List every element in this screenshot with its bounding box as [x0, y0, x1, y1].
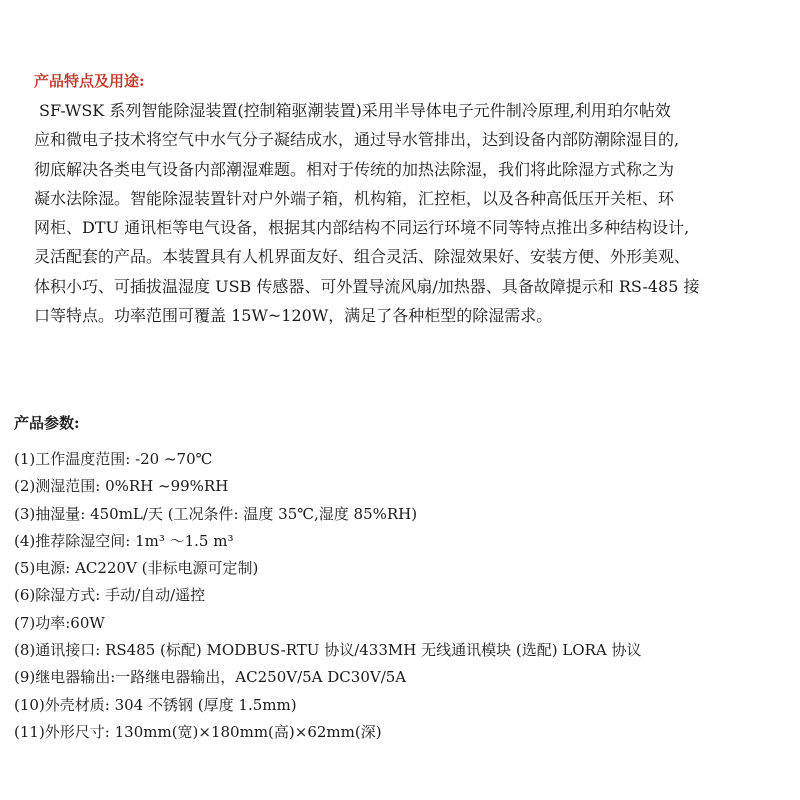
param-item: (4)推荐除湿空间: 1m³ ～1.5 m³ — [14, 531, 234, 550]
intro-line: 体积小巧、可插拔温湿度 USB 传感器、可外置导流风扇/加热器、具备故障提示和 RS-485 接 — [34, 276, 700, 296]
param-item: (8)通讯接口: RS485 (标配) MODBUS-RTU 协议/433MH 无线通讯模块 (选配) LORA 协议 — [14, 641, 642, 660]
intro-line: 灵活配套的产品。本装置具有人机界面友好、组合灵活、除湿效果好、安装方便、外形美观、 — [34, 247, 691, 267]
intro-line: 彻底解决各类电气设备内部潮湿难题。相对于传统的加热法除湿，我们将此除湿方式称之为 — [34, 159, 675, 179]
param-list — [14, 446, 641, 746]
param-item: (7)功率:60W — [14, 613, 105, 632]
param-item: (9)继电器输出:一路继电器输出，AC250V/5A DC30V/5A — [14, 668, 407, 687]
param-item: (11)外形尺寸: 130mm(宽)×180mm(高)×62mm(深) — [14, 722, 382, 741]
params-title: 产品参数: — [14, 414, 80, 432]
intro-line: 应和微电子技术将空气中水气分子凝结成水，通过导水管排出，达到设备内部防潮除湿目的, — [34, 130, 680, 150]
intro-line: 网柜、DTU 通讯柜等电气设备，根据其内部结构不同运行环境不同等特点推出多种结构设计, — [34, 218, 690, 238]
param-item: (10)外壳材质: 304 不锈钢 (厚度 1.5mm) — [14, 695, 297, 714]
intro-line: 凝水法除湿。智能除湿装置针对户外端子箱，机构箱，汇控柜，以及各种高低压开关柜、环 — [34, 188, 675, 208]
features-title: 产品特点及用途: — [34, 72, 145, 90]
intro-paragraph — [34, 96, 774, 330]
param-item: (1)工作温度范围: -20 ~70℃ — [14, 450, 213, 468]
param-item: (5)电源: AC220V (非标电源可定制) — [14, 559, 259, 578]
intro-line: 口等特点。功率范围可覆盖 15W~120W，满足了各种柜型的除湿需求。 — [34, 306, 553, 326]
param-item: (6)除湿方式: 手动/自动/遥控 — [14, 586, 206, 605]
param-item: (2)测湿范围: 0%RH ~99%RH — [14, 477, 229, 496]
intro-line: SF-WSK 系列智能除湿装置(控制箱驱潮装置)采用半导体电子元件制冷原理,利用珀尔帖效 — [39, 101, 671, 120]
param-item: (3)抽湿量: 450mL/天 (工况条件: 温度 35℃,湿度 85%RH) — [14, 504, 418, 523]
